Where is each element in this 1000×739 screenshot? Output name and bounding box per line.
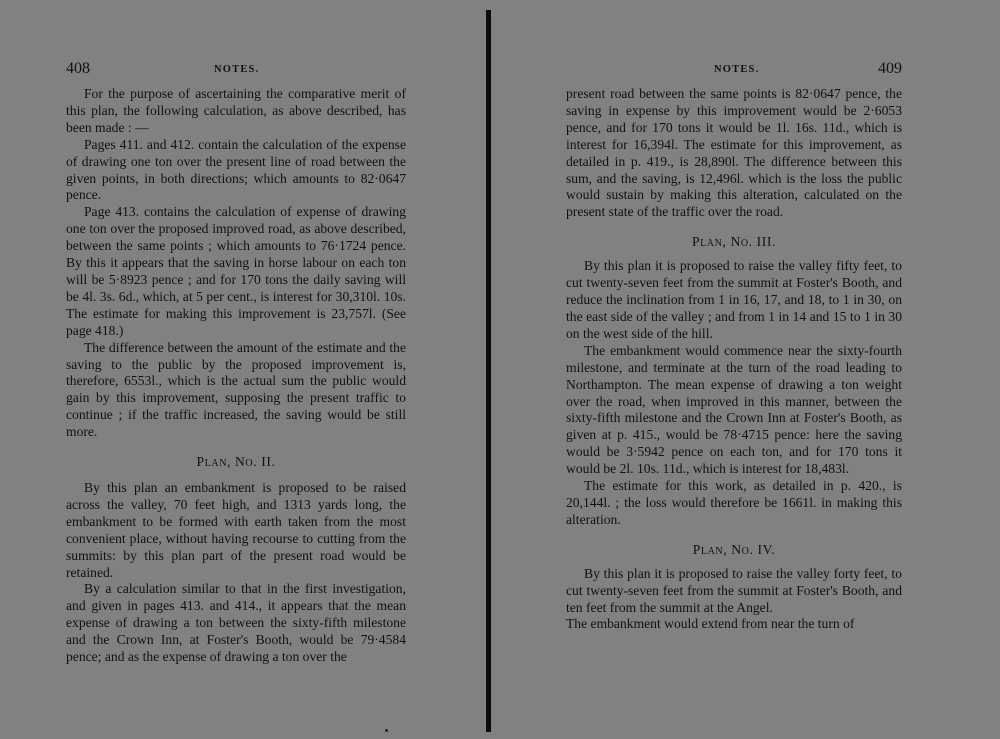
paragraph: The embankment would commence near the sixty-fourth milestone, and terminate at the turn of the road leading to Northampton. The mean expense of drawing a ton weight over the road, when improved in this manner, between the sixty-fifth milestone and the Crown Inn at Foster's Booth, as given at p. 415., would be 78·4715 pence: here the saving would be 3·5942 pence on each ton, and for 170 tons it would be 2l. 10s. 11d., which is interest for 18,483l.: [566, 342, 902, 477]
right-page: [566, 56, 902, 633]
paragraph: By this plan it is proposed to raise the valley fifty feet, to cut twenty-seven feet from the summit at Foster's Booth, and reduce the inclination from 1 in 16, 17, and 18, to 1 in 30, on the east side of the valley ; and from 1 in 14 and 15 to 1 in 30 on the west side of the hill.: [566, 258, 902, 341]
paragraph: The estimate for this work, as detailed in p. 420., is 20,144l. ; the loss would therefore be 1661l. in making this alteration.: [566, 478, 902, 527]
paragraph: The difference between the amount of the estimate and the saving to the public by the proposed improvement is, therefore, 6553l., which is the actual sum the public would gain by this improvement, supposing the present traffic to continue ; if the traffic increased, the saving would be still more.: [66, 339, 406, 440]
paragraph: By this plan it is proposed to raise the valley forty feet, to cut twenty-seven feet from the summit at Foster's Booth, and ten feet from the summit at the Angel.: [566, 565, 902, 615]
left-page: [66, 56, 406, 666]
left-running-head: [66, 56, 406, 86]
paragraph: For the purpose of ascertaining the comparative merit of this plan, the following calculation, as above described, has been made : —: [66, 86, 406, 135]
right-running-title: NOTES.: [714, 64, 760, 75]
left-page-body: [66, 86, 406, 666]
paragraph: present road between the same points is 82·0647 pence, the saving in expense by this improvement would be 2·6053 pence, and for 170 tons it would be 1l. 16s. 11d., which is interest for 16,394l. The estimate for this improvement, as detailed in p. 419., is 28,890l. The difference between this sum, and the saving, is 12,496l. which is the loss the public would sustain by making this alteration, calculated on the present state of the traffic over the road.: [566, 86, 902, 220]
scan-speck: [385, 729, 388, 732]
paragraph: The embankment would extend from near the turn of: [566, 616, 855, 632]
left-running-title: NOTES.: [214, 64, 260, 75]
right-page-number: 409: [878, 60, 902, 77]
book-gutter: [486, 10, 491, 732]
right-page-body: [566, 86, 902, 633]
section-heading: Plan, No. IV.: [692, 541, 776, 557]
paragraph: By this plan an embankment is proposed to be raised across the valley, 70 feet high, and 1313 yards long, the embankment to be formed with earth taken from the most convenient place, without having recourse to cutting from the summits: by this plan part of the present road would be retained.: [66, 480, 406, 580]
paragraph: Pages 411. and 412. contain the calculation of the expense of drawing one ton over the present line of road between the given points, in both directions; which amounts to 82·0647 pence.: [66, 136, 406, 203]
right-running-head: [566, 56, 902, 86]
section-heading: Plan, No. II.: [196, 454, 276, 470]
paragraph: By a calculation similar to that in the first investigation, and given in pages 413. and 414., it appears that the mean expense of drawing a ton between the sixty-fifth milestone and the Crown Inn, at Foster's Booth, would be 79·4584 pence; and as the expense of drawing a ton over the: [66, 581, 406, 665]
paragraph: Page 413. contains the calculation of expense of drawing one ton over the proposed improved road, as above described, between the same points ; which amounts to 76·1724 pence. By this it appears that the saving in horse labour on each ton will be 5·8923 pence ; and for 170 tons the daily saving will be 4l. 3s. 6d., which, at 5 per cent., is interest for 30,310l. 10s. The estimate for making this improvement is 23,757l. (See page 418.): [66, 204, 406, 338]
left-page-number: 408: [66, 60, 90, 77]
section-heading: Plan, No. III.: [691, 234, 777, 250]
